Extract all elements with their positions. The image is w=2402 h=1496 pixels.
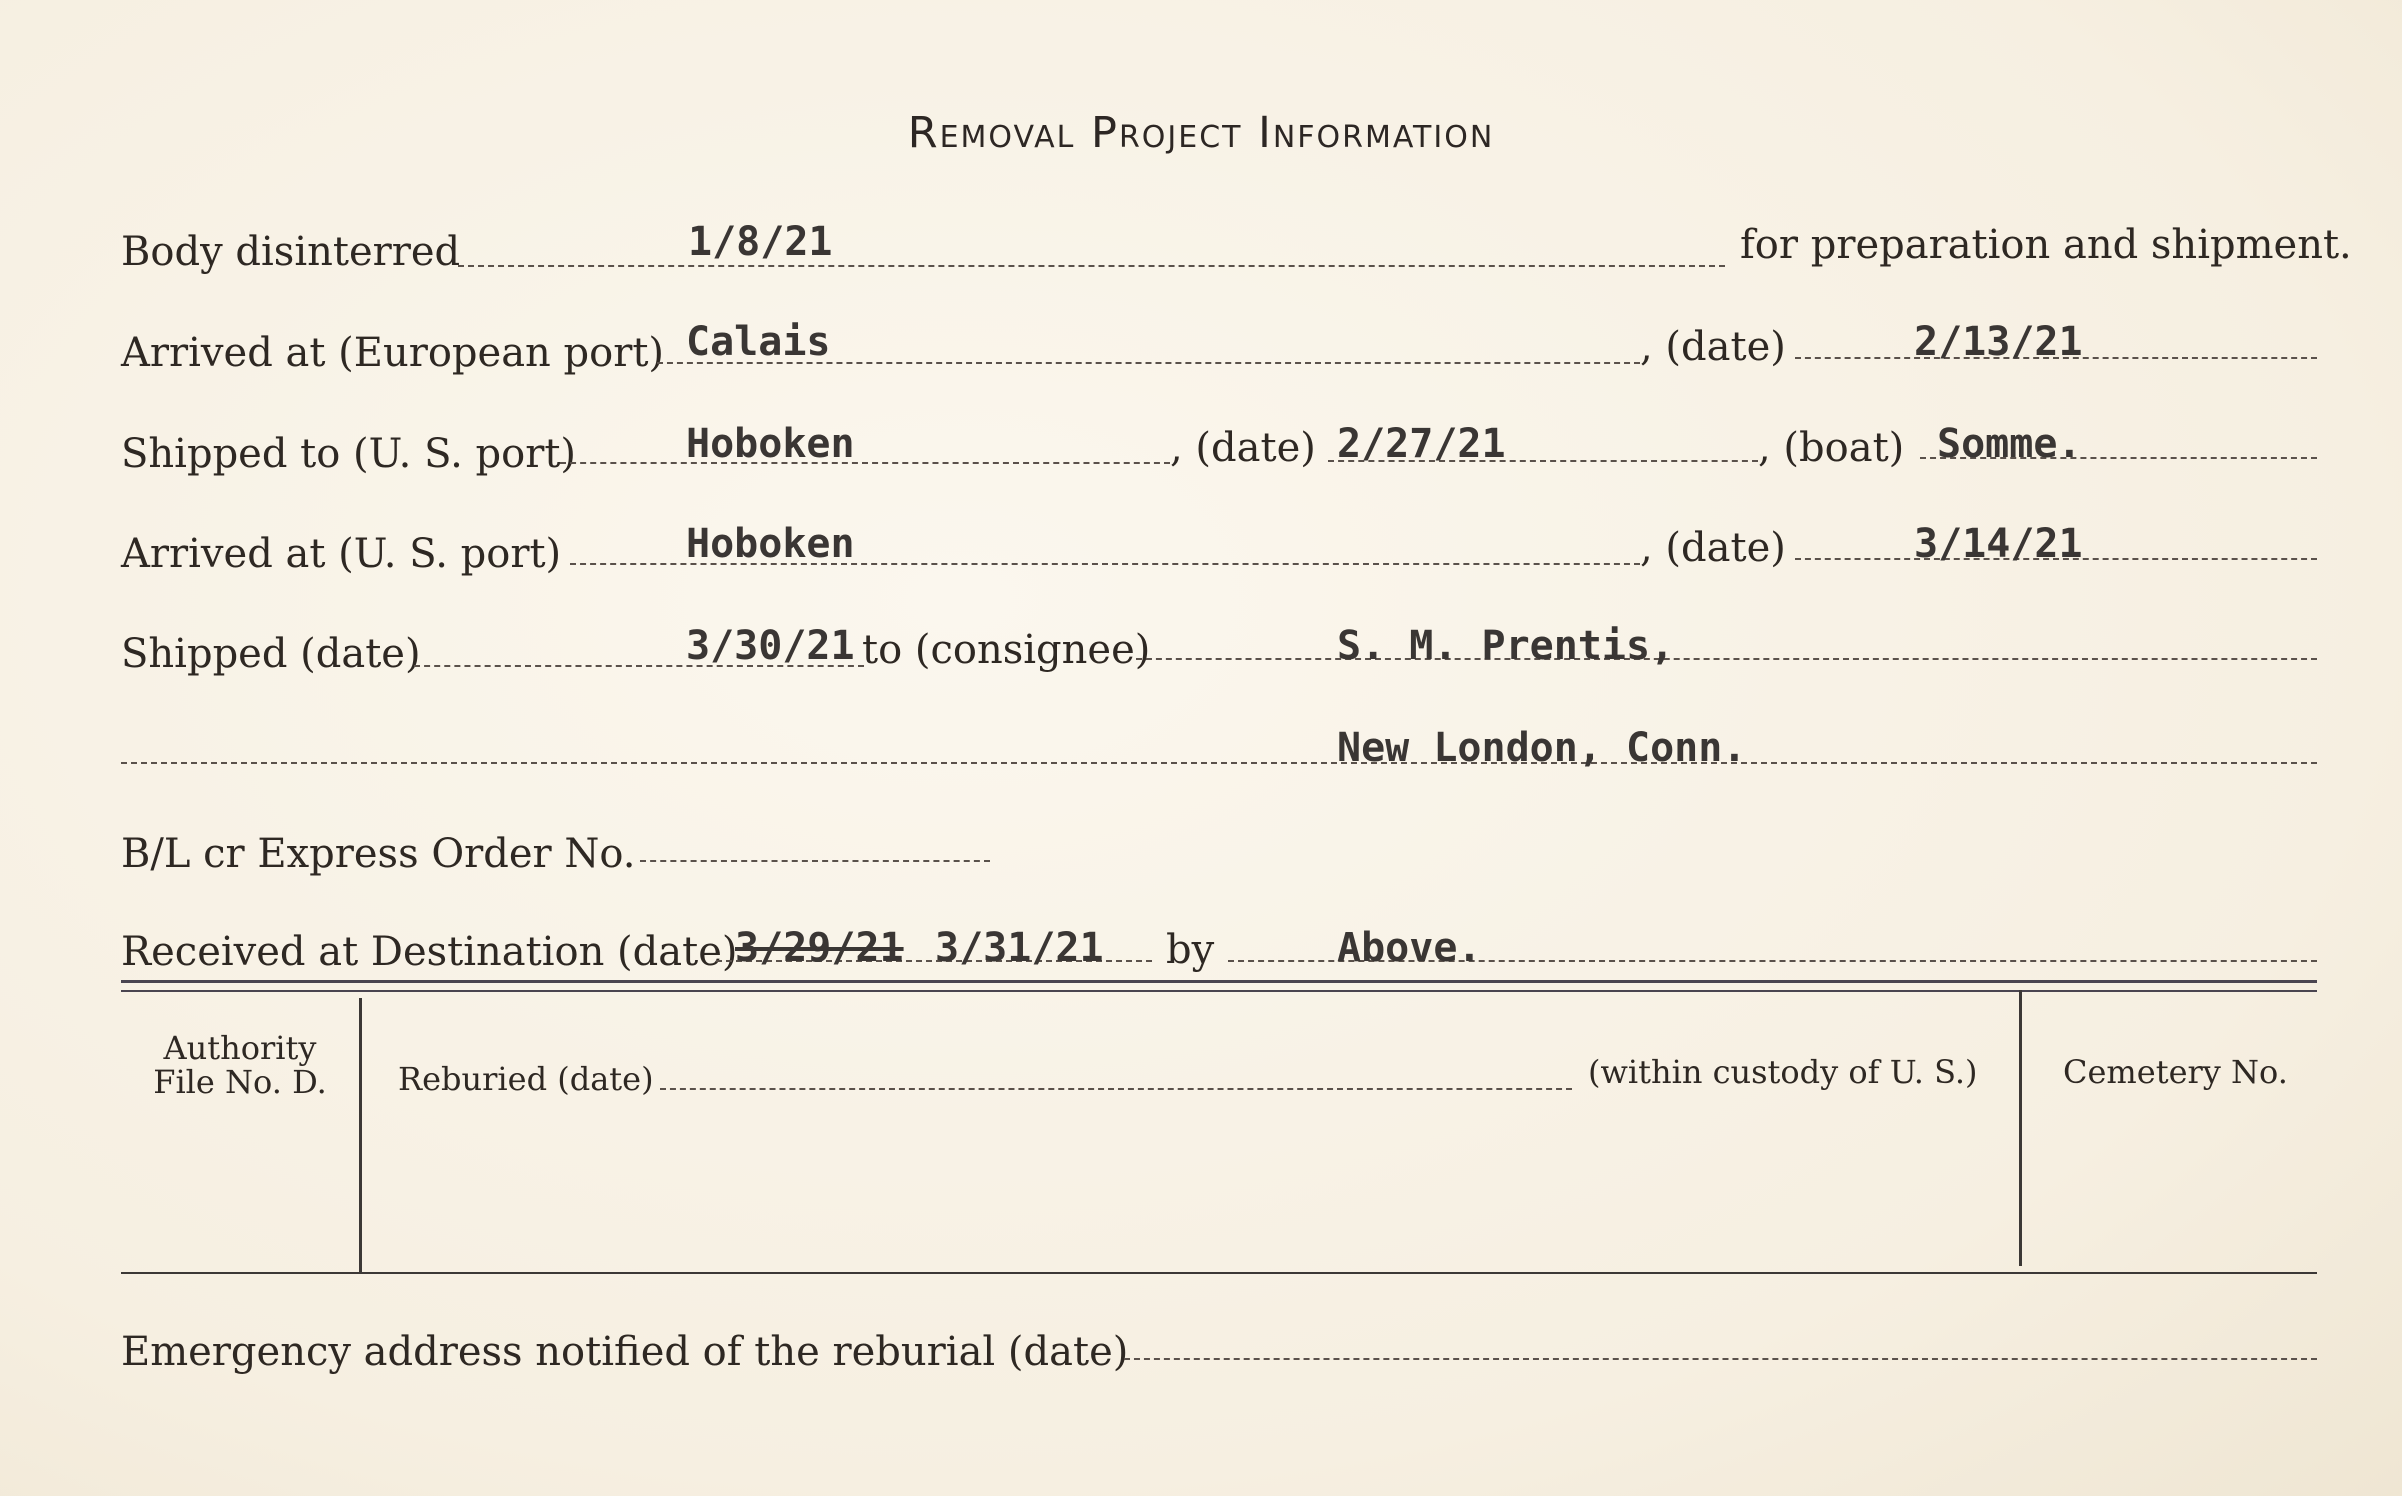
preparation-shipment-text: for preparation and shipment. (1740, 222, 2352, 268)
consignee-label: to (consignee) (862, 627, 1151, 673)
body-disinterred-line (458, 265, 1725, 267)
received-date-value: 3/31/21 (935, 925, 1104, 971)
bl-express-order-label: B/L cr Express Order No. (121, 831, 636, 877)
shipped-date-label: , (date) (1170, 425, 1316, 471)
us-port-arrived-value: Hoboken (686, 521, 855, 567)
received-by-label: by (1166, 927, 1215, 973)
cemetery-number-label: Cemetery No. (2063, 1053, 2288, 1091)
received-destination-label: Received at Destination (date) (121, 929, 738, 975)
address-line (121, 762, 2317, 764)
custody-label: (within custody of U. S.) (1588, 1053, 1978, 1091)
boat-label: , (boat) (1758, 425, 1905, 471)
body-disinterred-label: Body disinterred (121, 229, 461, 275)
shipped-date2-value: 3/30/21 (686, 623, 855, 669)
us-port-shipped-label: Shipped to (U. S. port) (121, 431, 576, 477)
emergency-address-line (1124, 1358, 2317, 1360)
us-port-shipped-line (560, 462, 1170, 464)
box-bottom-rule (121, 1272, 2317, 1274)
consignee-line (1136, 658, 2317, 660)
box-top-rule (121, 980, 2317, 983)
european-date-label: , (date) (1640, 324, 1786, 370)
authority-file-label (125, 1029, 355, 1101)
box-divider-left (359, 998, 362, 1274)
bl-express-order-line (640, 860, 990, 862)
consignee-address-value: New London, Conn. (1337, 725, 1747, 771)
us-arrival-date-label: , (date) (1640, 525, 1786, 571)
us-port-arrived-label: Arrived at (U. S. port) (121, 531, 562, 577)
european-port-value: Calais (686, 319, 831, 365)
boat-value: Somme. (1937, 421, 2082, 467)
authority-label-line1: Authority (163, 1029, 317, 1067)
authority-label-line2: File No. D. (153, 1062, 327, 1101)
received-by-value: Above. (1337, 925, 1482, 971)
emergency-address-label: Emergency address notified of the reburial (date) (121, 1329, 1129, 1375)
us-port-shipped-value: Hoboken (686, 421, 855, 467)
shipped-date-value: 2/27/21 (1337, 421, 1506, 467)
body-disinterred-value: 1/8/21 (688, 219, 833, 265)
form-title: Removal Project Information (907, 108, 1495, 158)
european-date-value: 2/13/21 (1914, 319, 2083, 365)
reburied-date-label: Reburied (date) (398, 1060, 654, 1098)
reburied-date-line (660, 1088, 1572, 1090)
us-arrival-date-value: 3/14/21 (1914, 521, 2083, 567)
shipped-date2-label: Shipped (date) (121, 631, 421, 677)
european-port-label: Arrived at (European port) (121, 330, 665, 376)
received-date-struck-value: 3/29/21 (735, 925, 904, 971)
consignee-value: S. M. Prentis, (1337, 623, 1675, 669)
box-divider-right (2019, 990, 2022, 1266)
box-top-rule-inner (121, 990, 2317, 992)
